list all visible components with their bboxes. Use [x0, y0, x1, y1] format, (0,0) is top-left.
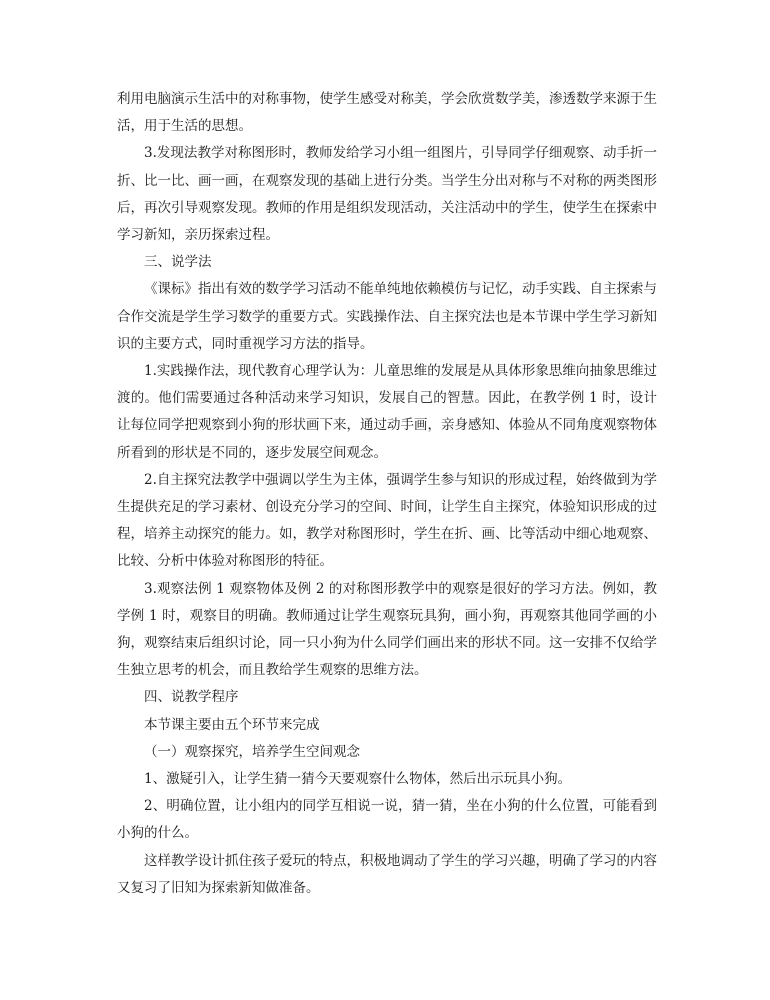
paragraph-observation-method: 3.观察法例 1 观察物体及例 2 的对称图形教学中的观察是很好的学习方法。例如，教学例 1 时，观察目的明确。教师通过让学生观察玩具狗，画小狗，再观察其他同学画的小狗，观察结束后组织讨论，同一只小狗为什么同学们画出来的形状不同。这一安排不仅给学生独立思考的机会，而且教给学生观察的思维方法。: [117, 580, 657, 679]
paragraph-design-rationale: 这样教学设计抓住孩子爱玩的特点，积极地调动了学生的学习兴趣，明确了学习的内容又复习了旧知为探索新知做准备。: [117, 852, 657, 896]
paragraph-intro-continuation: 利用电脑演示生活中的对称事物，使学生感受对称美，学会欣赏数学美，渗透数学来源于生活，用于生活的思想。: [117, 91, 657, 135]
section-heading-learning-methods: 三、说学法: [144, 254, 212, 271]
paragraph-five-stages: 本节课主要由五个环节来完成: [144, 716, 320, 733]
paragraph-curriculum-standard: 《课标》指出有效的数学学习活动不能单纯地依赖模仿与记忆，动手实践、自主探索与合作交流是学生学习数学的重要方式。实践操作法、自主探究法也是本节课中学生学习新知识的主要方式，同时重视学习方法的指导。: [117, 281, 657, 352]
list-item-clarify-position: 2、明确位置，让小组内的同学互相说一说，猜一猜，坐在小狗的什么位置，可能看到小狗的什么。: [117, 798, 657, 842]
subsection-heading-observe-explore: （一）观察探究，培养学生空间观念: [144, 743, 360, 760]
paragraph-practice-method: 1.实践操作法，现代教育心理学认为：儿童思维的发展是从具体形象思维向抽象思维过渡的。他们需要通过各种活动来学习知识，发展自己的智慧。因此，在教学例 1 时，设计让每位同学把观察到小狗的形状画下来，通过动手画，亲身感知、体验从不同角度观察物体所看到的形状是不同的，逐步发展空间观念。: [117, 363, 657, 461]
document-page: [117, 86, 657, 902]
paragraph-self-inquiry-method: 2.自主探究法教学中强调以学生为主体，强调学生参与知识的形成过程，始终做到为学生提供充足的学习素材、创设充分学习的空间、时间，让学生自主探究，体验知识形成的过程，培养主动探究的能力。如，教学对称图形时，学生在折、画、比等活动中细心地观察、比较、分析中体验对称图形的特征。: [117, 471, 657, 570]
paragraph-discovery-method: 3.发现法教学对称图形时，教师发给学习小组一组图片，引导同学仔细观察、动手折一折、比一比、画一画，在观察发现的基础上进行分类。当学生分出对称与不对称的两类图形后，再次引导观察发现。教师的作用是组织发现活动，关注活动中的学生，使学生在探索中学习新知，亲历探索过程。: [117, 145, 657, 244]
list-item-introduction: 1、激疑引入，让学生猜一猜今天要观察什么物体，然后出示玩具小狗。: [144, 771, 572, 788]
section-heading-teaching-procedure: 四、说教学程序: [144, 689, 239, 706]
